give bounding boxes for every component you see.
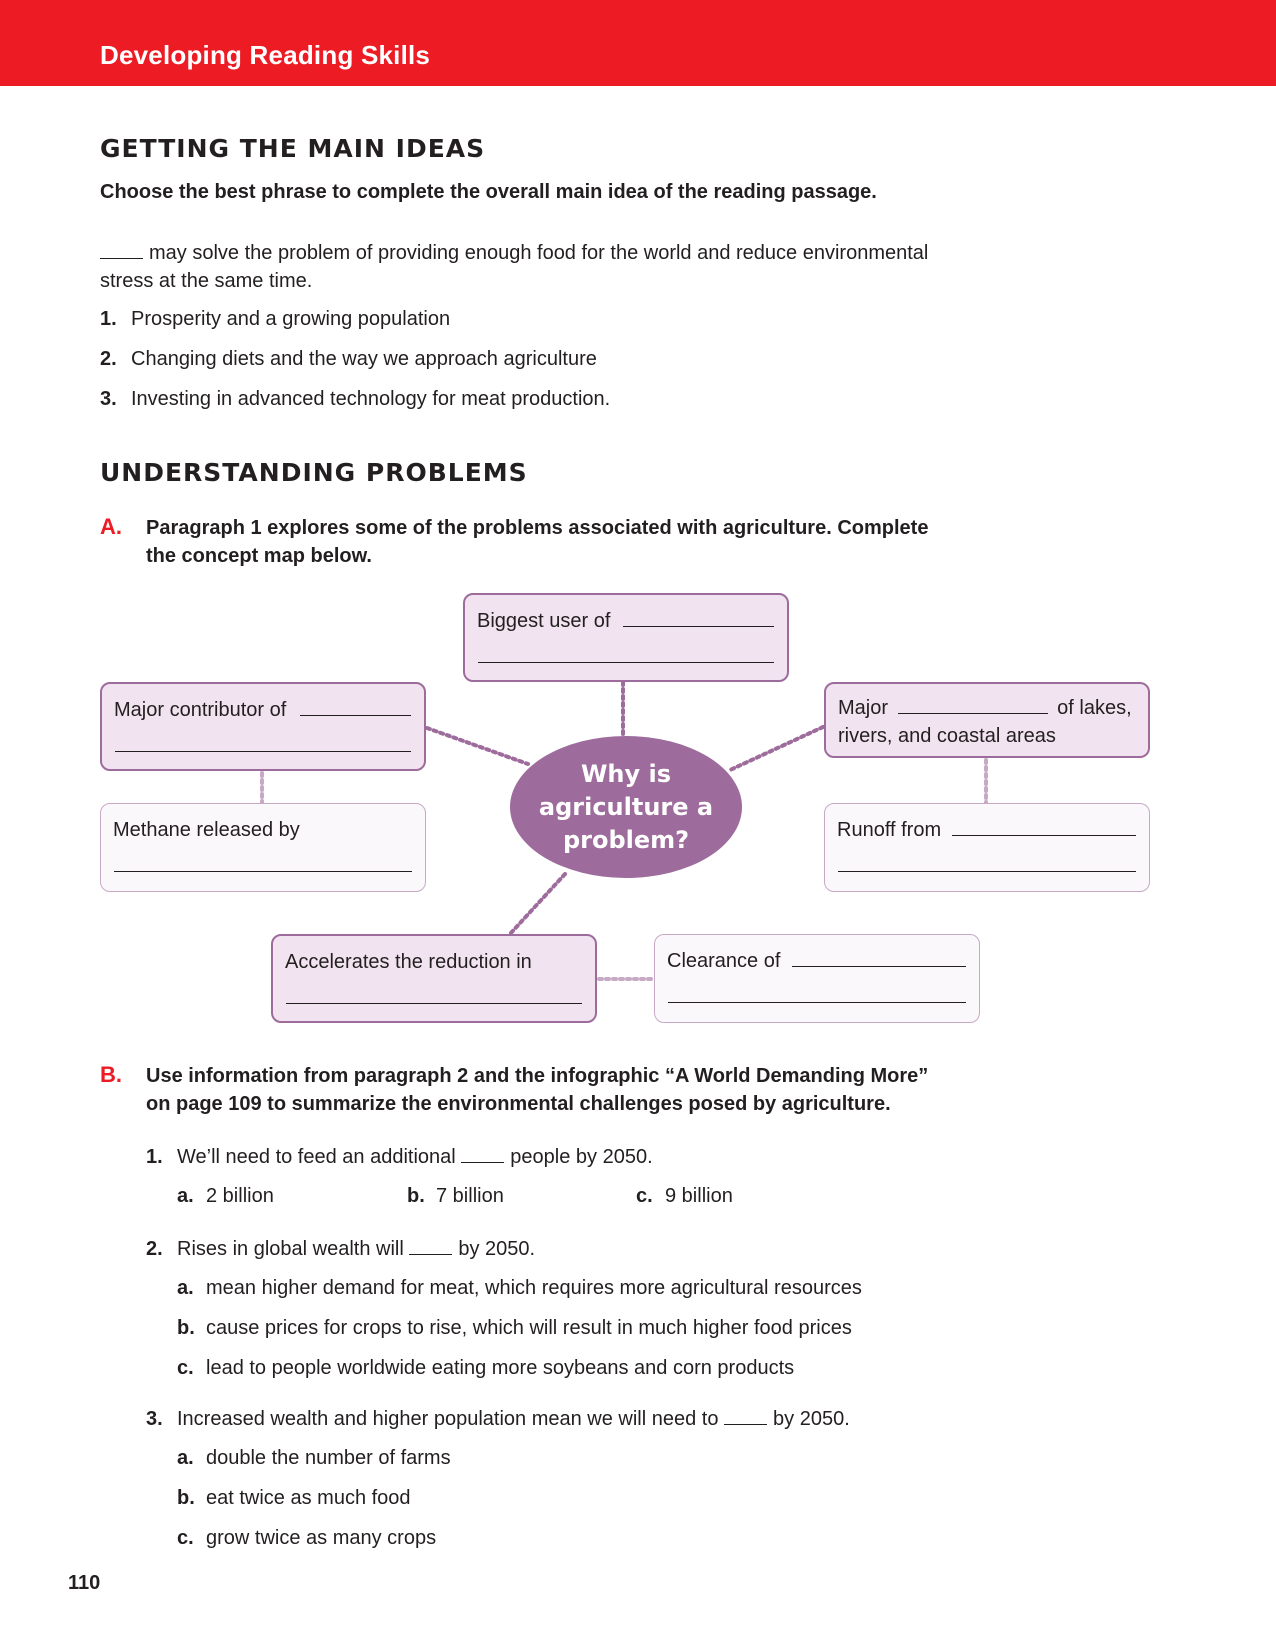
question-number: 3. <box>146 1408 163 1430</box>
option-text: Investing in advanced technology for meat production. <box>131 388 611 410</box>
answer-option[interactable] <box>177 1354 794 1382</box>
concept-box-methane <box>100 803 426 892</box>
connector-line <box>730 727 823 770</box>
answer-line[interactable] <box>478 662 774 663</box>
answer-option[interactable] <box>636 1182 733 1210</box>
question-text: We’ll need to feed an additional <box>177 1146 456 1168</box>
hub-question: Why is agriculture a problem? <box>538 759 714 854</box>
answer-line[interactable] <box>286 1003 582 1004</box>
option-letter: c. <box>636 1185 653 1207</box>
page-number: 110 <box>68 1572 101 1594</box>
option-text: Changing diets and the way we approach agriculture <box>131 348 597 370</box>
concept-map-hub <box>510 736 742 878</box>
answer-line[interactable] <box>114 871 412 872</box>
question-text: people by 2050. <box>510 1146 653 1168</box>
answer-option[interactable] <box>177 1314 852 1342</box>
option-text: grow twice as many crops <box>206 1527 437 1549</box>
instruction-line: the concept map below. <box>146 545 372 567</box>
concept-label-prefix: Major <box>838 697 889 719</box>
sentence-part2: stress at the same time. <box>100 270 313 292</box>
question-text: Rises in global wealth will <box>177 1238 404 1260</box>
concept-label: Accelerates the reduction in <box>285 951 532 973</box>
concept-label: Clearance of <box>667 950 781 972</box>
answer-line[interactable] <box>115 751 411 752</box>
option-text: 2 billion <box>206 1185 274 1207</box>
connector-line <box>510 874 565 934</box>
answer-line[interactable] <box>300 715 411 716</box>
instruction-line: Use information from paragraph 2 and the infographic “A World Demanding More” <box>146 1065 929 1087</box>
option-letter: c. <box>177 1527 194 1549</box>
option-text: cause prices for crops to rise, which will result in much higher food prices <box>206 1317 852 1339</box>
option-number: 1. <box>100 308 117 330</box>
option-letter: b. <box>177 1317 195 1339</box>
option-text: lead to people worldwide eating more soybeans and corn products <box>206 1357 795 1379</box>
problems-heading: UNDERSTANDING PROBLEMS <box>100 458 528 487</box>
instruction-line: Paragraph 1 explores some of the problems associated with agriculture. Complete <box>146 517 929 539</box>
concept-box-major <box>824 682 1150 758</box>
option-letter: b. <box>407 1185 425 1207</box>
section-a-letter: A. <box>100 514 122 539</box>
option-letter: b. <box>177 1487 195 1509</box>
answer-line[interactable] <box>623 626 774 627</box>
option-letter: a. <box>177 1447 194 1469</box>
option-letter: a. <box>177 1185 194 1207</box>
concept-label: Methane released by <box>113 819 300 841</box>
answer-line[interactable] <box>668 1002 966 1003</box>
option-text: 7 billion <box>436 1185 504 1207</box>
concept-box-runoff <box>824 803 1150 892</box>
question-text: Increased wealth and higher population mean we will need to <box>177 1408 719 1430</box>
option-number: 2. <box>100 348 117 370</box>
answer-option[interactable] <box>177 1524 436 1552</box>
header-title: Developing Reading Skills <box>100 40 431 70</box>
concept-box-biggest-user <box>463 593 789 682</box>
answer-option[interactable] <box>177 1444 451 1472</box>
answer-option[interactable] <box>177 1274 862 1302</box>
concept-box-accelerates <box>271 934 597 1023</box>
option-text: mean higher demand for meat, which requires more agricultural resources <box>206 1277 862 1299</box>
option-number: 3. <box>100 388 117 410</box>
question-number: 2. <box>146 1238 163 1260</box>
option-text: 9 billion <box>665 1185 733 1207</box>
main-ideas-heading: GETTING THE MAIN IDEAS <box>100 134 486 163</box>
question-2 <box>146 1235 535 1263</box>
answer-blank[interactable] <box>461 1144 504 1163</box>
concept-label: Biggest user of <box>477 610 611 632</box>
concept-label-line2: rivers, and coastal areas <box>838 725 1056 747</box>
answer-line[interactable] <box>838 871 1136 872</box>
question-1 <box>146 1143 653 1171</box>
concept-label-suffix: of lakes, <box>1057 697 1132 719</box>
section-b-letter: B. <box>100 1062 122 1087</box>
concept-label <box>838 694 1136 750</box>
connector-line <box>427 728 528 764</box>
sentence-part1: may solve the problem of providing enough food for the world and reduce environmental <box>149 242 929 264</box>
question-number: 1. <box>146 1146 163 1168</box>
option-letter: a. <box>177 1277 194 1299</box>
concept-label: Runoff from <box>837 819 942 841</box>
answer-option[interactable] <box>177 1182 274 1210</box>
answer-option[interactable] <box>407 1182 504 1210</box>
option-text: double the number of farms <box>206 1447 451 1469</box>
question-3 <box>146 1405 850 1433</box>
option-letter: c. <box>177 1357 194 1379</box>
main-ideas-instruction: Choose the best phrase to complete the overall main idea of the reading passage. <box>100 181 877 203</box>
answer-line[interactable] <box>792 966 966 967</box>
answer-blank[interactable] <box>409 1236 452 1255</box>
section-b-instruction <box>146 1062 928 1118</box>
question-text: by 2050. <box>458 1238 536 1260</box>
answer-blank[interactable] <box>898 695 1048 714</box>
concept-box-clearance <box>654 934 980 1023</box>
answer-blank[interactable] <box>724 1406 767 1425</box>
answer-line[interactable] <box>952 835 1136 836</box>
instruction-line: on page 109 to summarize the environmental challenges posed by agriculture. <box>146 1093 891 1115</box>
question-text: by 2050. <box>773 1408 850 1430</box>
concept-label: Major contributor of <box>114 699 287 721</box>
concept-box-major-contributor <box>100 682 426 771</box>
option-text: eat twice as much food <box>206 1487 411 1509</box>
option-text: Prosperity and a growing population <box>131 308 451 330</box>
answer-option[interactable] <box>177 1484 411 1512</box>
